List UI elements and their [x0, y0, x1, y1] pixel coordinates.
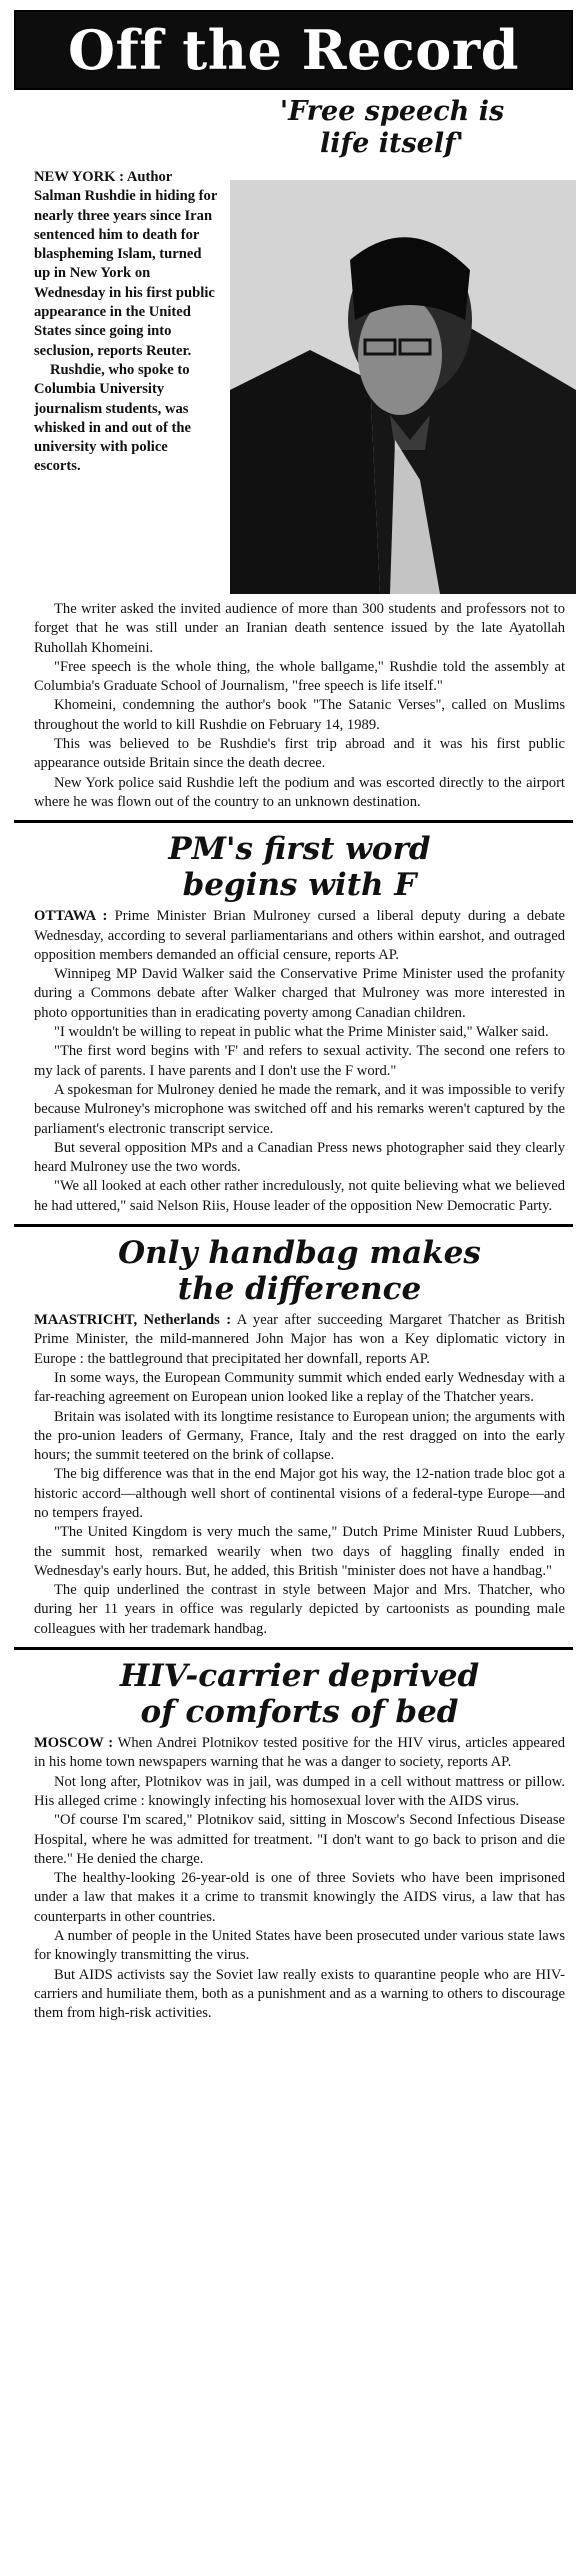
story-2-headline: PM's first word begins with F	[168, 831, 431, 904]
story-4-body	[34, 1734, 565, 2023]
paragraph: This was believed to be Rushdie's first trip abroad and it was his first public appearance outside Britain since the death decree.	[34, 736, 565, 772]
dateline: MAASTRICHT, Netherlands :	[34, 1312, 232, 1329]
paragraph: A number of people in the United States have been prosecuted under various state laws for knowingly transmitting the virus.	[34, 1928, 565, 1964]
story-2-body	[34, 907, 565, 1216]
story-4-headline: HIV-carrier deprived of comforts of bed	[119, 1658, 480, 1731]
story-plotnikov	[12, 1658, 575, 2023]
paragraph: "The first word begins with 'F' and refers to sexual activity. The second one refers to my lack of parents. I have parents and I don't use the F word."	[34, 1043, 565, 1079]
story-1-body	[12, 600, 575, 812]
paragraph: A spokesman for Mulroney denied he made the remark, and it was impossible to verify because Mulroney's microphone was switched off and his remarks weren't captured by the parliament's electronic transcript service.	[34, 1081, 565, 1137]
rushdie-photo	[230, 180, 576, 594]
story-rushdie	[12, 96, 575, 812]
dateline: NEW YORK :	[34, 169, 124, 185]
paragraph: Britain was isolated with its longtime resistance to European union; the arguments with the pro-union leaders of Germany, France, Italy and the rest dragged on into the early hours; the summit teetered on the brink of collapse.	[34, 1408, 565, 1464]
paragraph: Khomeini, condemning the author's book "The Satanic Verses", called on Muslims throughout the world to kill Rushdie on February 14, 1989.	[34, 697, 565, 733]
dateline: MOSCOW :	[34, 1735, 114, 1752]
divider	[14, 820, 573, 823]
story-major	[12, 1235, 575, 1639]
headline-line: 'Free speech is	[279, 96, 505, 127]
divider	[14, 1224, 573, 1227]
masthead	[14, 10, 573, 90]
lead-paragraph: Author Salman Rushdie in hiding for nearly three years since Iran sentenced him to death for blaspheming Islam, turned up in New York on Wednesday in his first public appearance in the United States since going into seclusion, reports Reuter.	[34, 169, 218, 359]
masthead-title: Off the Record	[68, 18, 519, 82]
paragraph: Not long after, Plotnikov was in jail, was dumped in a cell without mattress or pillow. His alleged crime : knowingly infecting his homosexual lover with the AIDS virus.	[34, 1773, 565, 1809]
paragraph: But several opposition MPs and a Canadian Press news photographer said they clearly heard Mulroney use the two words.	[34, 1139, 565, 1176]
dateline: OTTAWA :	[34, 908, 108, 925]
paragraph: "The United Kingdom is very much the same," Dutch Prime Minister Ruud Lubbers, the summit host, remarked wearily when two days of haggling finally ended in Wednesday's early hours. But, he added, this British "minister does not have a handbag."	[34, 1524, 565, 1579]
divider	[14, 1647, 573, 1650]
paragraph: The healthy-looking 26-year-old is one of three Soviets who have been imprisoned under a law that makes it a crime to transmit knowingly the AIDS virus, a law that has counterparts in other countries.	[34, 1870, 565, 1925]
lead-paragraph: A year after succeeding Margaret Thatcher as British Prime Minister, the mild-mannered John Major has won a Key diplomatic victory in Europe : the battleground that precipitated her downfall, reports AP.	[34, 1312, 566, 1367]
story-3-headline: Only handbag makes the difference	[118, 1235, 481, 1308]
portrait-image	[230, 180, 576, 594]
paragraph: New York police said Rushdie left the podium and was escorted directly to the airport where he was flown out of the country to an unknown destination.	[34, 774, 565, 810]
story-3-body	[34, 1311, 565, 1639]
paragraph: "Free speech is the whole thing, the whole ballgame," Rushdie told the assembly at Columbia's Graduate School of Journalism, "free speech is life itself."	[34, 658, 565, 695]
paragraph: "Of course I'm scared," Plotnikov said, sitting in Moscow's Second Infectious Disease Hospital, where he was admitted for treatment. "I don't want to go back to prison and die there." He denied the charge.	[34, 1812, 565, 1867]
paragraph: Rushdie, who spoke to Columbia University journalism students, was whisked in and out of the university with police escorts.	[34, 361, 191, 475]
paragraph: The writer asked the invited audience of more than 300 students and professors not to forget that he was still under an Iranian death sentence issued by the late Ayatollah Ruhollah Khomeini.	[34, 601, 565, 656]
story-1-lead-column	[34, 168, 218, 477]
story-mulroney	[12, 831, 575, 1216]
paragraph: In some ways, the European Community summit which ended early Wednesday with a far-reaching agreement on European union looked like a replay of the Thatcher years.	[34, 1369, 565, 1406]
paragraph: The quip underlined the contrast in style between Major and Mrs. Thatcher, who during her 11 years in office was regularly depicted by cartoonists as pounding male colleagues with her trademark handbag.	[34, 1582, 565, 1637]
headline-line: life itself'	[320, 128, 464, 159]
paragraph: The big difference was that in the end Major got his way, the 12-nation trade bloc got a historic accord—although well short of continental visions of a federal-type Europe—and no tempers frayed.	[34, 1466, 565, 1521]
paragraph: "We all looked at each other rather incredulously, not quite believing what we believed he had uttered," said Nelson Riis, House leader of the opposition New Democratic Party.	[34, 1178, 565, 1214]
lead-paragraph: Prime Minister Brian Mulroney cursed a liberal deputy during a debate Wednesday, according to several parliamentarians and others within earshot, and outraged opposition members demanded an official censure, reports AP.	[34, 908, 565, 963]
paragraph: "I wouldn't be willing to repeat in public what the Prime Minister said," Walker said.	[54, 1024, 549, 1041]
lead-paragraph: When Andrei Plotnikov tested positive for the HIV virus, articles appeared in his home town newspapers warning that he was a danger to society, reports AP.	[34, 1735, 565, 1771]
story-1-headline	[222, 96, 562, 160]
paragraph: Winnipeg MP David Walker said the Conservative Prime Minister used the profanity during a Commons debate after Walker charged that Mulroney was more interested in photo opportunities than in eradicating poverty among Canadian children.	[34, 966, 565, 1021]
paragraph: But AIDS activists say the Soviet law really exists to quarantine people who are HIV-carriers and humiliate them, both as a punishment and as a warning to others to discourage them from high-risk activities.	[34, 1966, 565, 2022]
